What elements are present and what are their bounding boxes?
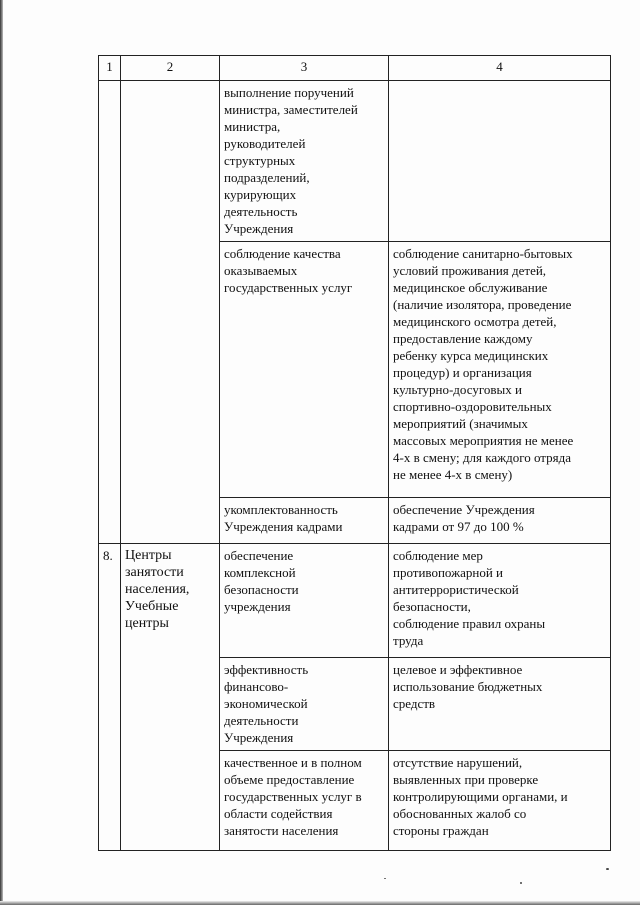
scan-speck [384, 878, 386, 879]
criterion-cell: качественное и в полном объеме предоставление государственных услуг в области содействия занятости населения [220, 751, 389, 851]
indicator-cell: соблюдение мер противопожарной и антитеррористической безопасности, соблюдение правил охраны труда [389, 544, 611, 658]
header-cell-4: 4 [389, 56, 611, 81]
scan-edge-left [0, 0, 3, 905]
scan-edge-bottom [0, 901, 640, 905]
row-number-cell: 8. [99, 544, 121, 851]
organization-cell [121, 81, 220, 544]
indicator-cell: соблюдение санитарно-бытовых условий проживания детей, медицинское обслуживание (наличие изолятора, проведение медицинского осмотра детей, предоставление каждому ребенку курса медицинских процедур) и организация культурно-досуговых и спортивно-оздоровительных мероприятий (значимых массовых мероприятия не менее 4-х в смену; для каждого отряда не менее 4-х в смену) [389, 242, 611, 498]
row-number-cell [99, 81, 121, 544]
indicator-cell: целевое и эффективное использование бюджетных средств [389, 658, 611, 751]
table-row [99, 544, 611, 658]
table-header-row [99, 56, 611, 81]
table-row [99, 81, 611, 242]
criterion-cell: укомплектованность Учреждения кадрами [220, 498, 389, 544]
indicator-cell: обеспечение Учреждения кадрами от 97 до 100 % [389, 498, 611, 544]
criterion-cell: эффективность финансово- экономической деятельности Учреждения [220, 658, 389, 751]
scan-speck [520, 882, 522, 884]
header-cell-3: 3 [220, 56, 389, 81]
header-cell-2: 2 [121, 56, 220, 81]
organization-cell: Центры занятости населения, Учебные центры [121, 544, 220, 851]
criterion-cell: соблюдение качества оказываемых государственных услуг [220, 242, 389, 498]
criterion-cell: выполнение поручений министра, заместителей министра, руководителей структурных подразделений, курирующих деятельность Учреждения [220, 81, 389, 242]
indicator-cell: отсутствие нарушений, выявленных при проверке контролирующими органами, и обоснованных жалоб со стороны граждан [389, 751, 611, 851]
indicator-cell [389, 81, 611, 242]
criterion-cell: обеспечение комплексной безопасности учреждения [220, 544, 389, 658]
header-cell-1: 1 [99, 56, 121, 81]
scan-speck [606, 868, 609, 870]
criteria-table [98, 55, 611, 851]
